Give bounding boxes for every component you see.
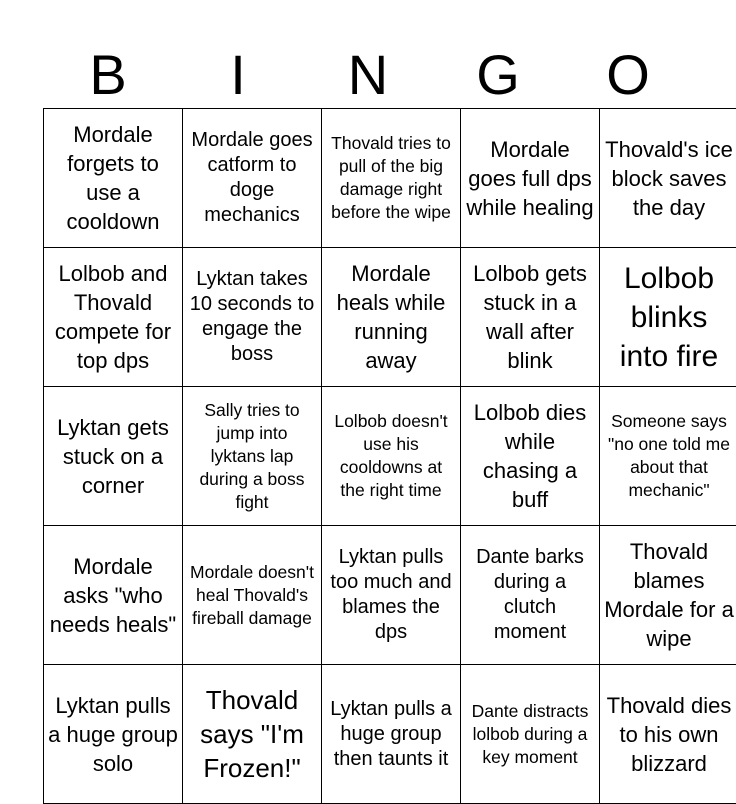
bingo-cell[interactable] <box>44 248 183 387</box>
bingo-cell[interactable] <box>44 109 183 248</box>
board-row <box>44 387 736 526</box>
cell-text: Thovald tries to pull of the big damage right before the wipe <box>326 132 456 224</box>
cell-text: Lolbob gets stuck in a wall after blink <box>465 259 595 375</box>
cell-text: Mordale asks "who needs heals" <box>48 552 178 639</box>
cell-text: Mordale goes catform to doge mechanics <box>187 128 317 228</box>
cell-text: Lyktan gets stuck on a corner <box>48 413 178 500</box>
bingo-cell[interactable] <box>183 109 322 248</box>
bingo-cell[interactable] <box>461 109 600 248</box>
bingo-cell[interactable] <box>183 248 322 387</box>
cell-text: Sally tries to jump into lyktans lap during a boss fight <box>187 399 317 514</box>
cell-text: Mordale heals while running away <box>326 259 456 375</box>
bingo-cell[interactable] <box>183 526 322 665</box>
cell-text: Someone says "no one told me about that mechanic" <box>604 410 734 502</box>
header-letter-g: G <box>433 42 563 108</box>
header-letter-o: O <box>563 42 693 108</box>
bingo-header <box>43 42 693 108</box>
bingo-cell[interactable] <box>183 387 322 526</box>
cell-text: Lolbob and Thovald compete for top dps <box>48 259 178 375</box>
cell-text: Lyktan pulls a huge group solo <box>48 691 178 778</box>
cell-text: Lolbob blinks into fire <box>604 259 734 376</box>
bingo-cell[interactable] <box>600 387 736 526</box>
bingo-cell[interactable] <box>44 387 183 526</box>
cell-text: Dante distracts lolbob during a key moment <box>465 700 595 769</box>
header-letter-i: I <box>173 42 303 108</box>
bingo-cell[interactable] <box>183 665 322 804</box>
bingo-cell[interactable] <box>322 109 461 248</box>
bingo-cell[interactable] <box>322 665 461 804</box>
cell-text: Thovald blames Mordale for a wipe <box>604 537 734 653</box>
cell-text: Lyktan takes 10 seconds to engage the boss <box>187 267 317 367</box>
bingo-cell[interactable] <box>322 526 461 665</box>
cell-text: Thovald dies to his own blizzard <box>604 691 734 778</box>
board-row <box>44 109 736 248</box>
header-letter-n: N <box>303 42 433 108</box>
cell-text: Thovald says "I'm Frozen!" <box>187 683 317 785</box>
cell-text: Dante barks during a clutch moment <box>465 545 595 645</box>
bingo-cell[interactable] <box>600 248 736 387</box>
header-letter-b: B <box>43 42 173 108</box>
cell-text: Mordale forgets to use a cooldown <box>48 120 178 236</box>
board-row <box>44 248 736 387</box>
bingo-cell[interactable] <box>44 665 183 804</box>
cell-text: Thovald's ice block saves the day <box>604 135 734 222</box>
bingo-cell[interactable] <box>44 526 183 665</box>
bingo-cell[interactable] <box>600 109 736 248</box>
cell-text: Mordale doesn't heal Thovald's fireball damage <box>187 561 317 630</box>
cell-text: Lyktan pulls a huge group then taunts it <box>326 697 456 772</box>
bingo-cell[interactable] <box>600 526 736 665</box>
cell-text: Mordale goes full dps while healing <box>465 135 595 222</box>
board-row <box>44 665 736 804</box>
bingo-cell[interactable] <box>600 665 736 804</box>
bingo-cell[interactable] <box>322 248 461 387</box>
bingo-cell[interactable] <box>461 387 600 526</box>
bingo-board <box>43 108 736 804</box>
bingo-cell[interactable] <box>461 526 600 665</box>
board-row <box>44 526 736 665</box>
cell-text: Lolbob dies while chasing a buff <box>465 398 595 514</box>
cell-text: Lyktan pulls too much and blames the dps <box>326 545 456 645</box>
bingo-cell[interactable] <box>461 665 600 804</box>
bingo-cell[interactable] <box>461 248 600 387</box>
bingo-cell[interactable] <box>322 387 461 526</box>
cell-text: Lolbob doesn't use his cooldowns at the right time <box>326 410 456 502</box>
